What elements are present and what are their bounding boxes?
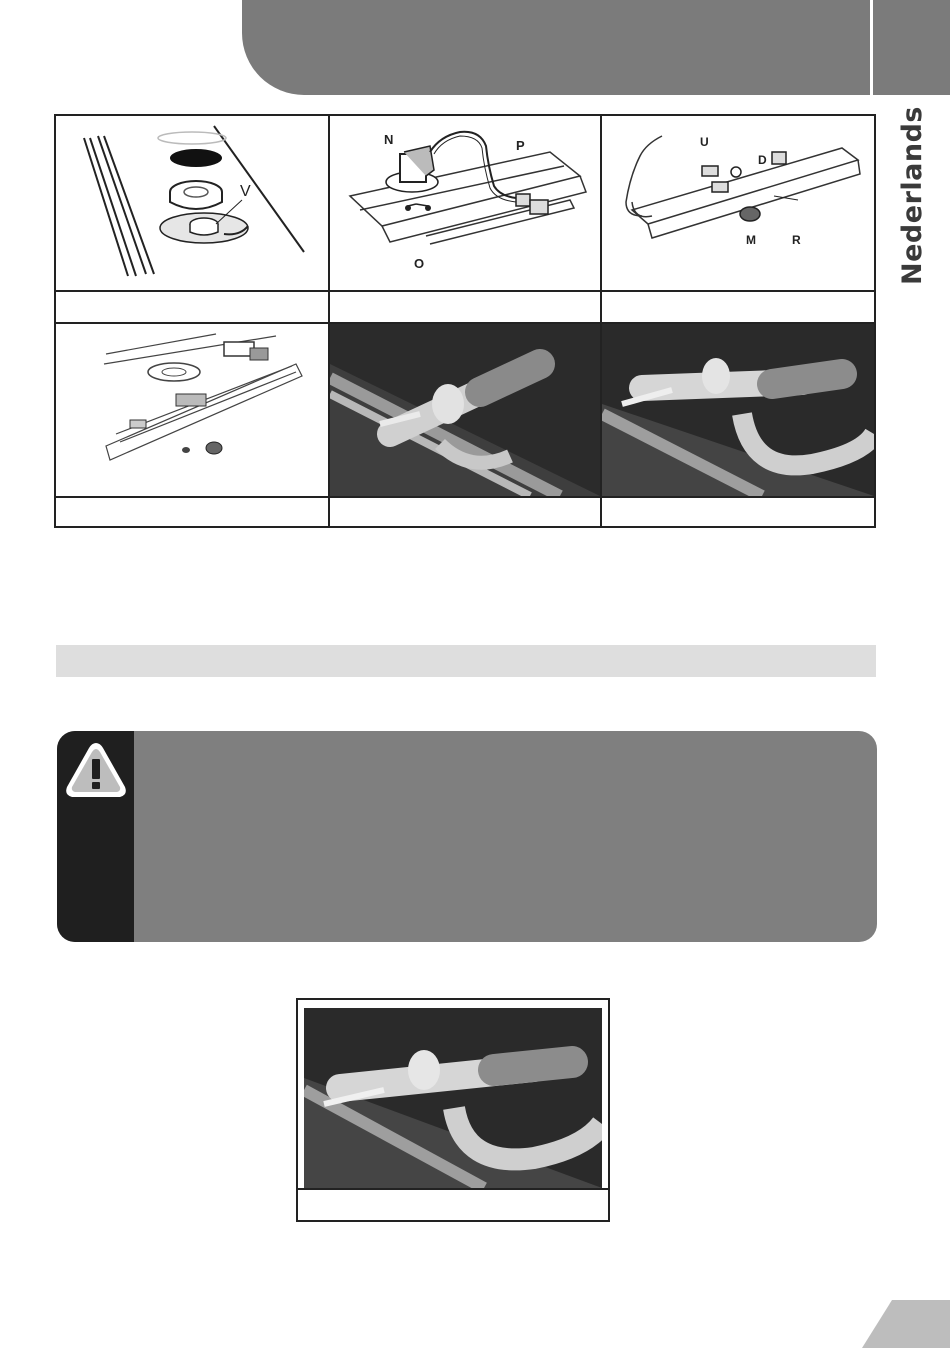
figure-caption: [602, 498, 874, 526]
label-n: N: [384, 132, 394, 147]
valve-photo-2: [602, 324, 874, 496]
label-r: R: [792, 233, 801, 247]
language-label: Nederlands: [896, 105, 928, 285]
hob-diagram: [56, 324, 328, 496]
label-u: U: [700, 135, 709, 149]
header-divider: [870, 0, 873, 95]
figure-hob-assembly: [56, 324, 328, 496]
burner-diagram: [56, 116, 328, 290]
language-side-tab: [874, 100, 950, 290]
label-m: M: [746, 233, 756, 247]
warning-box: [57, 731, 877, 942]
figure-caption: [602, 292, 874, 322]
valve-diagram: [330, 116, 600, 290]
figure-valve-disconnect: [330, 116, 600, 290]
label-p: P: [516, 138, 525, 153]
figure-caption: [298, 1190, 608, 1220]
figure-valve-closeup: [296, 998, 610, 1222]
figure-caption: [56, 292, 328, 322]
photo-valve-clip: [330, 324, 600, 496]
tube-diagram: [602, 116, 874, 290]
figure-caption: [330, 292, 600, 322]
warning-triangle-icon: [63, 739, 129, 801]
label-v: V: [240, 183, 251, 200]
valve-photo-1: [330, 324, 600, 496]
section-heading-bar: [56, 645, 876, 677]
photo-valve-closeup: [304, 1008, 602, 1188]
valve-photo-3: [304, 1008, 602, 1188]
figure-caption: [56, 498, 328, 526]
figure-caption: [330, 498, 600, 526]
figure-burner-removal: [56, 116, 328, 290]
label-d: D: [758, 153, 767, 167]
figure-tube-connections: [602, 116, 874, 290]
warning-side-bar: [57, 731, 134, 942]
figure-grid: [54, 114, 876, 528]
header-bar: [242, 0, 950, 95]
label-o: O: [414, 256, 425, 271]
page-corner-tab: [862, 1300, 950, 1348]
photo-valve-tube: [602, 324, 874, 496]
